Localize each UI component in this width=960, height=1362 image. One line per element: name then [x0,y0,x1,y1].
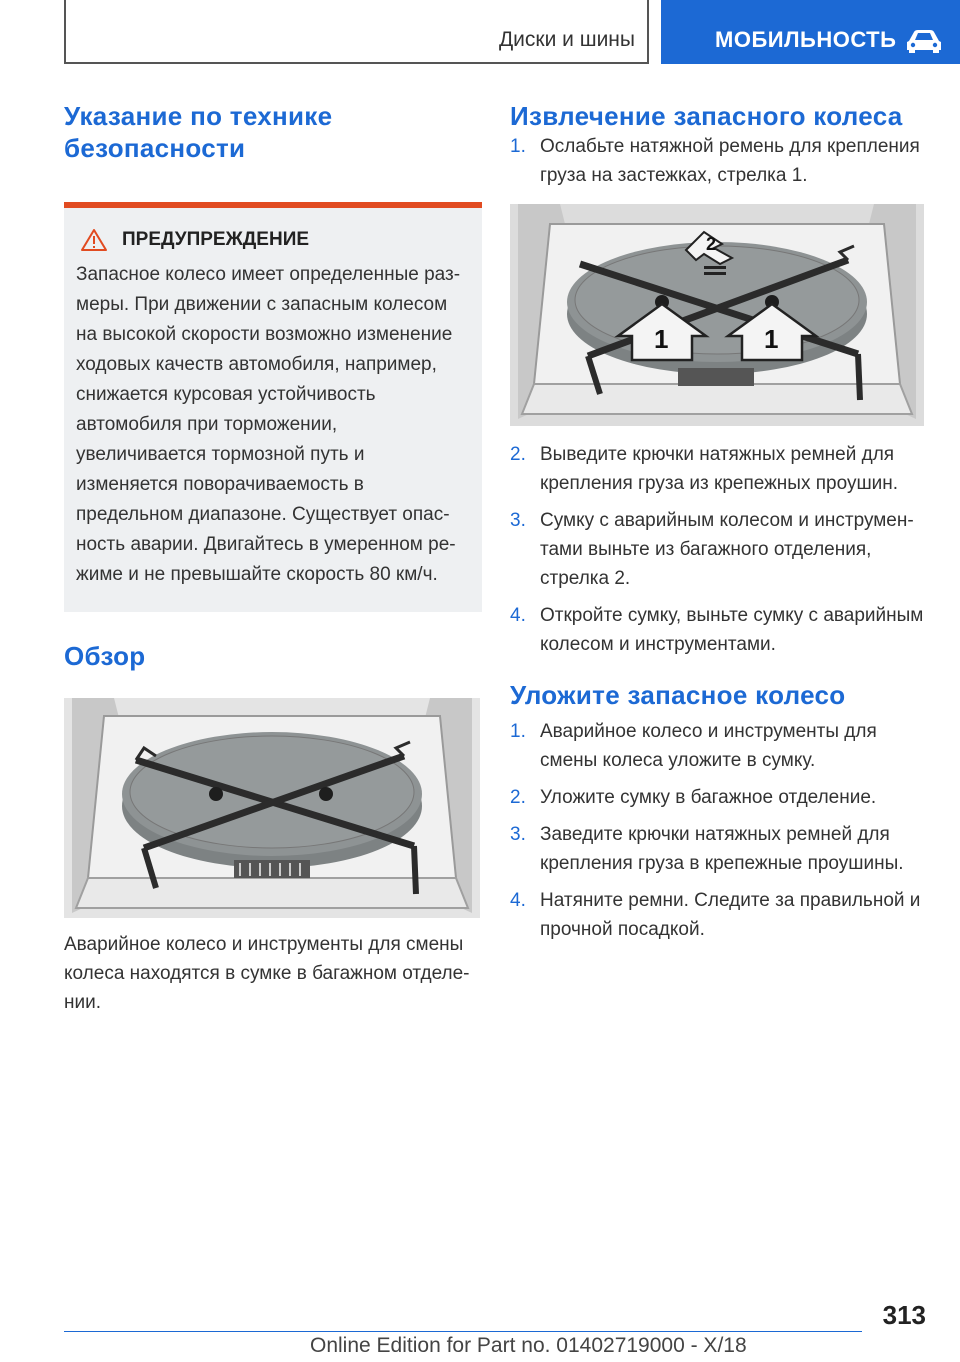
page-number: 313 [882,1300,926,1330]
remove-steps-rest [510,440,930,659]
step-text: Сумку с аварийным колесом и инструментами выньте из багажного отделения, стрелка 2. [540,510,914,589]
warning-label: ПРЕДУПРЕЖДЕНИЕ [122,229,310,250]
list-item [510,783,930,812]
warning-box [64,202,482,612]
header-section-tab [64,0,649,64]
step-number: 4. [510,890,526,911]
trunk-overview-photo [64,698,480,918]
warning-triangle-icon [80,228,108,252]
footer-edition: Online Edition for Part no. 01402719000 - X/18 [310,1334,747,1357]
step-number: 3. [510,510,526,531]
step-text: Ослабьте натяжной ремень для крепления груза на застежках, стрелка 1. [540,136,920,186]
arrow-1-right-label: 1 [764,324,779,354]
warning-text: Запасное колесо имеет определенные размеры. При движении с запасным колесом на высокой скорости возможно изменение ходовых качеств автомобиля, например, снижается курсовая устойчивость автомобиля при торможении, увеличивается тормозной путь и изменяется поворачиваемость в предельном диапазоне. Существует опасность аварии. Двигайтесь в умеренном режиме и не превышайте скорость 80 км/ч. [76,264,461,585]
list-item [510,506,930,593]
footer-divider [64,1331,862,1332]
left-column [64,100,482,1017]
right-column [510,100,930,952]
warning-header [80,228,468,252]
header-section-title: Диски и шины [498,28,635,51]
step-number: 3. [510,824,526,845]
arrow-1-left-label: 1 [654,324,669,354]
remove-wheel-title: Извлечение запасного колеса [510,101,903,131]
trunk-removal-photo [510,204,924,426]
overview-caption: Аварийное колесо и инструменты для смены колеса находятся в сумке в багажном отделении. [64,934,470,1013]
car-icon [905,28,943,54]
step-text: Аварийное колесо и инструменты для смены колеса уложите в сумку. [540,721,877,771]
header-chapter-title: МОБИЛЬНОСТЬ [715,27,897,52]
step-number: 1. [510,721,526,742]
list-item [510,601,930,659]
arrow-2-label: 2 [706,234,717,254]
safety-title: Указание по технике безопасности [64,101,333,163]
list-item [510,132,930,190]
step-number: 2. [510,787,526,808]
step-text: Откройте сумку, выньте сумку с аварийным колесом и инструментами. [540,605,924,655]
stow-steps [510,717,930,944]
step-number: 2. [510,444,526,465]
step-number: 4. [510,605,526,626]
list-item [510,717,930,775]
list-item [510,820,930,878]
step-text: Натяните ремни. Следите за правильной и прочной посадкой. [540,890,921,940]
step-number: 1. [510,136,526,157]
step-text: Уложите сумку в багажное отделение. [540,787,877,808]
header-chapter-tab [661,0,960,64]
stow-wheel-title: Уложите запасное колесо [510,680,846,710]
step-text: Заведите крючки натяжных ремней для крепления груза в крепежные проушины. [540,824,904,874]
step-text: Выведите крючки натяжных ремней для крепления груза из крепежных проушин. [540,444,899,494]
overview-title: Обзор [64,641,146,671]
list-item [510,440,930,498]
list-item [510,886,930,944]
remove-steps-first [510,132,930,190]
